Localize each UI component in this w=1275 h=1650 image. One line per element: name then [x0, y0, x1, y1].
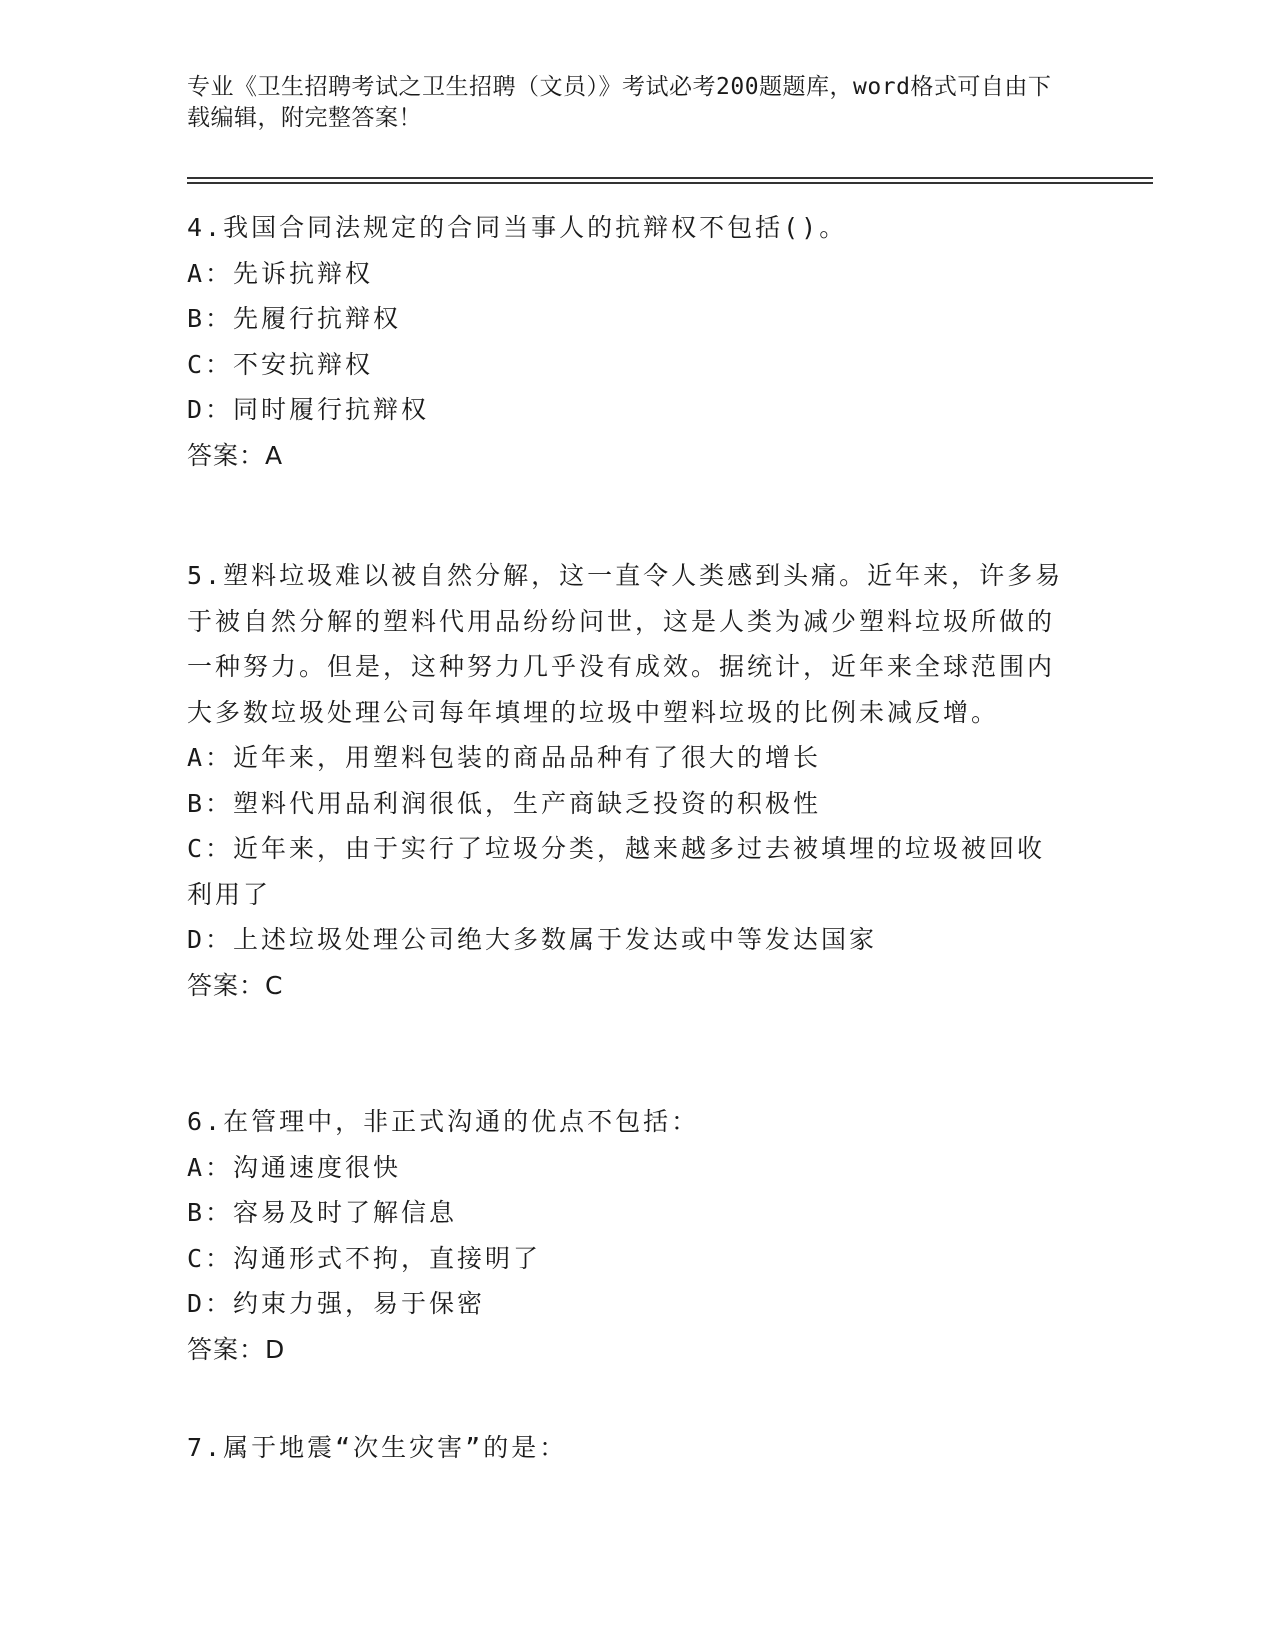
question-stem: 6.在管理中，非正式沟通的优点不包括：	[187, 1107, 700, 1136]
option-c: C：沟通形式不拘，直接明了	[187, 1243, 542, 1273]
option-b: B：塑料代用品利润很低，生产商缺乏投资的积极性	[187, 788, 822, 818]
option-a: A：先诉抗辩权	[187, 258, 374, 288]
option-c: C：不安抗辩权	[187, 349, 374, 379]
option-b: B：先履行抗辩权	[187, 304, 402, 333]
question-6	[187, 1099, 1067, 1372]
header-text: 专业《卫生招聘考试之卫生招聘（文员）》考试必考200题题库，word格式可自由下载编辑，附完整答案！	[187, 74, 1052, 131]
option-d: D：上述垃圾处理公司绝大多数属于发达或中等发达国家	[187, 925, 878, 954]
question-7	[187, 1425, 1067, 1471]
option-d: D：约束力强，易于保密	[187, 1289, 486, 1318]
option-d: D：同时履行抗辩权	[187, 395, 430, 424]
header-divider-bottom	[187, 182, 1153, 184]
answer-label: 答案：C	[187, 970, 284, 1000]
option-a: A：沟通速度很快	[187, 1152, 402, 1182]
question-stem: 4.我国合同法规定的合同当事人的抗辩权不包括()。	[187, 213, 848, 242]
document-header	[187, 72, 1067, 134]
question-stem: 5.塑料垃圾难以被自然分解，这一直令人类感到头痛。近年来，许多易于被自然分解的塑料代用品纷纷问世，这是人类为减少塑料垃圾所做的一种努力。但是，这种努力几乎没有成效。据统计，近年来全球范围内大多数垃圾处理公司每年填埋的垃圾中塑料垃圾的比例未减反增。	[187, 561, 1064, 727]
option-a: A：近年来，用塑料包装的商品品种有了很大的增长	[187, 743, 822, 772]
question-5	[187, 553, 1067, 1008]
answer-label: 答案：D	[187, 1334, 286, 1364]
header-divider-top	[187, 177, 1153, 179]
answer-label: 答案：A	[187, 440, 284, 470]
question-stem: 7.属于地震“次生灾害”的是：	[187, 1433, 568, 1462]
question-4	[187, 205, 1067, 478]
option-c: C：近年来，由于实行了垃圾分类，越来越多过去被填埋的垃圾被回收利用了	[187, 834, 1046, 909]
option-b: B：容易及时了解信息	[187, 1198, 458, 1227]
